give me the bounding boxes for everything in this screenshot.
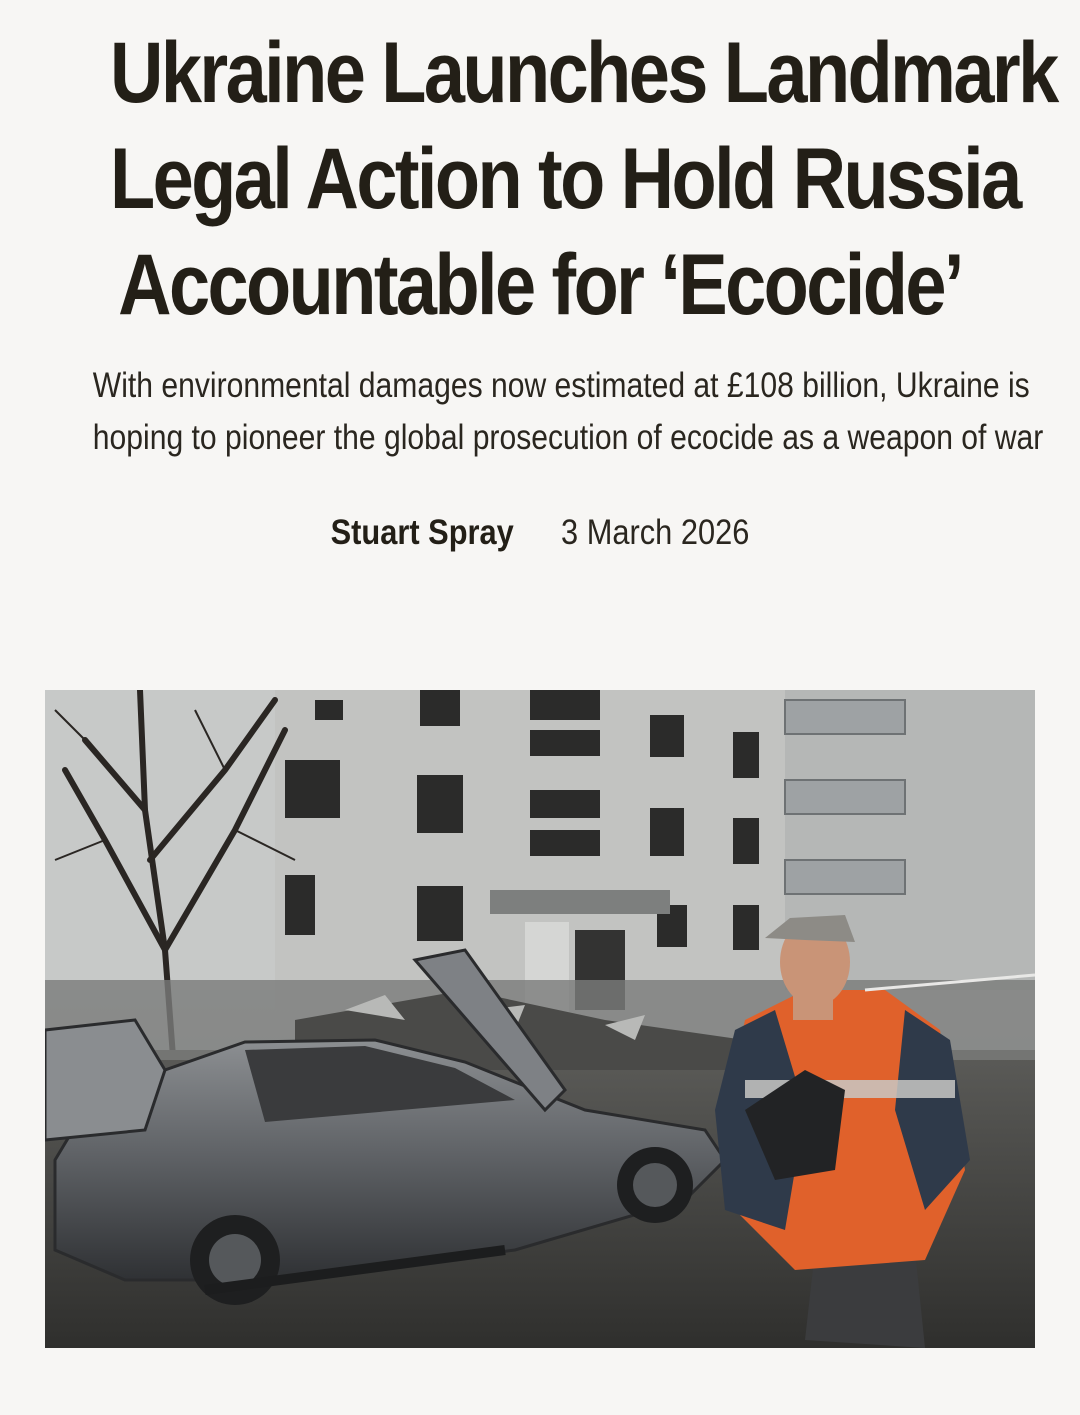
headline-line: Legal Action to Hold Russia — [110, 131, 1020, 227]
standfirst — [92, 360, 1044, 464]
headline-line: Accountable for ‘Ecocide’ — [118, 237, 962, 333]
publish-date: 3 March 2026 — [561, 513, 750, 552]
headline — [110, 20, 1057, 338]
author-link[interactable]: Stuart Spray — [330, 513, 514, 552]
hero-image — [45, 690, 1035, 1348]
headline-line: Ukraine Launches Landmark — [110, 25, 1057, 121]
standfirst-line: With environmental damages now estimated at £108 billion, Ukraine is — [92, 366, 1030, 405]
hero-photo-illustration — [45, 690, 1035, 1348]
byline — [65, 508, 1015, 558]
standfirst-line: hoping to pioneer the global prosecution of ecocide as a weapon of war — [92, 418, 1044, 457]
